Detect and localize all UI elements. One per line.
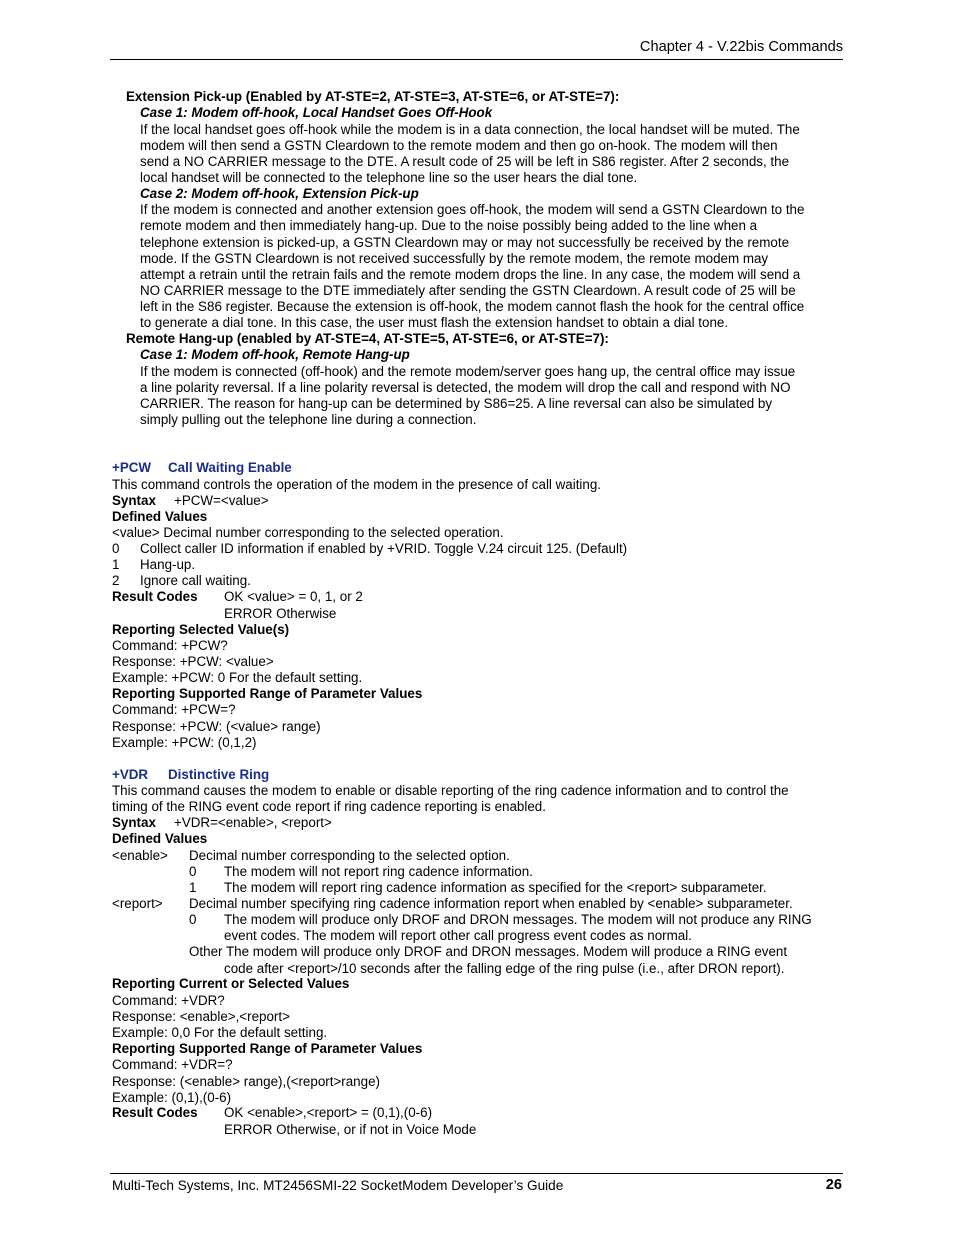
extension-case2-line: attempt a retrain until the retrain fails and the remote modem drops the line. In any case, the modem will send a — [140, 267, 801, 282]
vdr-report-option-text: The modem will produce only DROF and DRON messages. The modem will not produce any RING — [224, 912, 812, 927]
pcw-value-desc: <value> Decimal number corresponding to the selected operation. — [112, 525, 504, 540]
vdr-defined-values-label: Defined Values — [112, 831, 208, 846]
extension-case2-line: left in the S86 register. Because the extension is off-hook, the modem cannot flash the hook for the central office — [140, 299, 805, 314]
pcw-option-text: Hang-up. — [140, 557, 196, 572]
vdr-command: +VDR — [112, 767, 149, 782]
extension-case2-line: to generate a dial tone. In this case, the user must flash the extension handset to obtain a dial tone. — [140, 315, 729, 330]
remote-case1-title: Case 1: Modem off-hook, Remote Hang-up — [140, 347, 410, 362]
vdr-report-other-text: Other The modem will produce only DROF and DRON messages. Modem will produce a RING event — [189, 944, 788, 959]
remote-case1-line: a line polarity reversal. If a line polarity reversal is detected, the modem will drop the call and respond with NO — [140, 380, 791, 395]
pcw-option-text: Ignore call waiting. — [140, 573, 251, 588]
vdr-reporting-current-line: Command: +VDR? — [112, 993, 225, 1008]
pcw-description: This command controls the operation of the modem in the presence of call waiting. — [112, 477, 602, 492]
extension-case1-line: If the local handset goes off-hook while the modem is in a data connection, the local handset will be muted. The — [140, 122, 800, 137]
extension-case1-title: Case 1: Modem off-hook, Local Handset Goes Off-Hook — [140, 105, 493, 120]
chapter-title: Chapter 4 - V.22bis Commands — [639, 39, 843, 55]
vdr-reporting-current-line: Response: <enable>,<report> — [112, 1009, 290, 1024]
vdr-enable-option-num: 1 — [189, 880, 197, 895]
pcw-reporting-range-line: Response: +PCW: (<value> range) — [112, 719, 321, 734]
footer-rule — [110, 1173, 843, 1174]
vdr-report-option-text: event codes. The modem will report other call progress event codes as normal. — [224, 928, 692, 943]
vdr-enable-option-text: The modem will report ring cadence information as specified for the <report> subparameter. — [224, 880, 767, 895]
pcw-reporting-selected-line: Response: +PCW: <value> — [112, 654, 274, 669]
extension-case1-line: send a NO CARRIER message to the DTE. A result code of 25 will be left in S86 register. After 2 seconds, the — [140, 154, 790, 169]
vdr-enable-option-text: The modem will not report ring cadence information. — [224, 864, 533, 879]
extension-case2-line: If the modem is connected and another extension goes off-hook, the modem will send a GSTN Cleardown to the — [140, 202, 805, 217]
extension-case2-line: mode. If the GSTN Cleardown is not received successfully by the remote modem, the remote modem may — [140, 251, 769, 266]
pcw-option-num: 0 — [112, 541, 120, 556]
vdr-enable-param: <enable> — [112, 848, 168, 863]
page-number: 26 — [825, 1177, 842, 1193]
pcw-result-code: OK <value> = 0, 1, or 2 — [224, 589, 363, 604]
vdr-reporting-current-label: Reporting Current or Selected Values — [112, 976, 350, 991]
vdr-description-line: This command causes the modem to enable or disable reporting of the ring cadence information and to control the — [112, 783, 789, 798]
pcw-option-num: 2 — [112, 573, 120, 588]
pcw-result-code: ERROR Otherwise — [224, 606, 337, 621]
extension-case2-line: NO CARRIER message to the DTE immediately after sending the GSTN Cleardown. A result code of 25 will be — [140, 283, 796, 298]
pcw-syntax-label: Syntax — [112, 493, 156, 508]
pcw-syntax-value: +PCW=<value> — [174, 493, 269, 508]
pcw-option-num: 1 — [112, 557, 120, 572]
extension-case1-line: modem will then send a GSTN Cleardown to the remote modem and then go on-hook. The modem will then — [140, 138, 778, 153]
pcw-reporting-range-line: Example: +PCW: (0,1,2) — [112, 735, 257, 750]
pcw-reporting-selected-label: Reporting Selected Value(s) — [112, 622, 290, 637]
vdr-report-option-num: 0 — [189, 912, 197, 927]
vdr-report-desc: Decimal number specifying ring cadence information report when enabled by <enable> subparameter. — [189, 896, 793, 911]
vdr-reporting-current-line: Example: 0,0 For the default setting. — [112, 1025, 328, 1040]
extension-heading: Extension Pick-up (Enabled by AT-STE=2, AT-STE=3, AT-STE=6, or AT-STE=7): — [126, 89, 620, 104]
vdr-syntax-value: +VDR=<enable>, <report> — [174, 815, 332, 830]
vdr-result-code: OK <enable>,<report> = (0,1),(0-6) — [224, 1105, 433, 1120]
remote-case1-line: simply pulling out the telephone line during a connection. — [140, 412, 477, 427]
pcw-reporting-range-label: Reporting Supported Range of Parameter Values — [112, 686, 423, 701]
vdr-reporting-range-line: Example: (0,1),(0-6) — [112, 1090, 232, 1105]
remote-heading: Remote Hang-up (enabled by AT-STE=4, AT-STE=5, AT-STE=6, or AT-STE=7): — [126, 331, 609, 346]
pcw-option-text: Collect caller ID information if enabled by +VRID. Toggle V.24 circuit 125. (Default) — [140, 541, 628, 556]
vdr-reporting-range-label: Reporting Supported Range of Parameter Values — [112, 1041, 423, 1056]
pcw-reporting-range-line: Command: +PCW=? — [112, 702, 236, 717]
extension-case2-line: remote modem and then immediately hang-up. Due to the noise possibly being added to the line when a — [140, 218, 758, 233]
pcw-command: +PCW — [112, 460, 152, 475]
vdr-report-other-text: code after <report>/10 seconds after the falling edge of the ring pulse (i.e., after DRON report). — [224, 961, 785, 976]
remote-case1-line: If the modem is connected (off-hook) and the remote modem/server goes hang up, the central office may issue — [140, 364, 796, 379]
extension-case1-line: local handset will be connected to the telephone line so the user hears the dial tone. — [140, 170, 638, 185]
pcw-reporting-selected-line: Example: +PCW: 0 For the default setting. — [112, 670, 363, 685]
extension-case2-line: telephone extension is picked-up, a GSTN Cleardown may or may not successfully be received by the remote — [140, 235, 790, 250]
vdr-syntax-label: Syntax — [112, 815, 156, 830]
vdr-reporting-range-line: Command: +VDR=? — [112, 1057, 233, 1072]
vdr-report-param: <report> — [112, 896, 163, 911]
remote-case1-line: CARRIER. The reason for hang-up can be determined by S86=25. A line reversal can also be simulated by — [140, 396, 773, 411]
pcw-defined-values-label: Defined Values — [112, 509, 208, 524]
header-rule — [110, 59, 843, 60]
vdr-description-line: timing of the RING event code report if ring cadence reporting is enabled. — [112, 799, 546, 814]
pcw-reporting-selected-line: Command: +PCW? — [112, 638, 228, 653]
vdr-title: Distinctive Ring — [168, 767, 270, 782]
vdr-enable-desc: Decimal number corresponding to the selected option. — [189, 848, 510, 863]
vdr-result-codes-label: Result Codes — [112, 1105, 198, 1120]
extension-case2-title: Case 2: Modem off-hook, Extension Pick-up — [140, 186, 419, 201]
vdr-reporting-range-line: Response: (<enable> range),(<report>range) — [112, 1074, 380, 1089]
vdr-enable-option-num: 0 — [189, 864, 197, 879]
footer-doc-title: Multi-Tech Systems, Inc. MT2456SMI-22 SocketModem Developer’s Guide — [112, 1178, 564, 1193]
vdr-result-code: ERROR Otherwise, or if not in Voice Mode — [224, 1122, 477, 1137]
pcw-result-codes-label: Result Codes — [112, 589, 198, 604]
pcw-title: Call Waiting Enable — [168, 460, 292, 475]
